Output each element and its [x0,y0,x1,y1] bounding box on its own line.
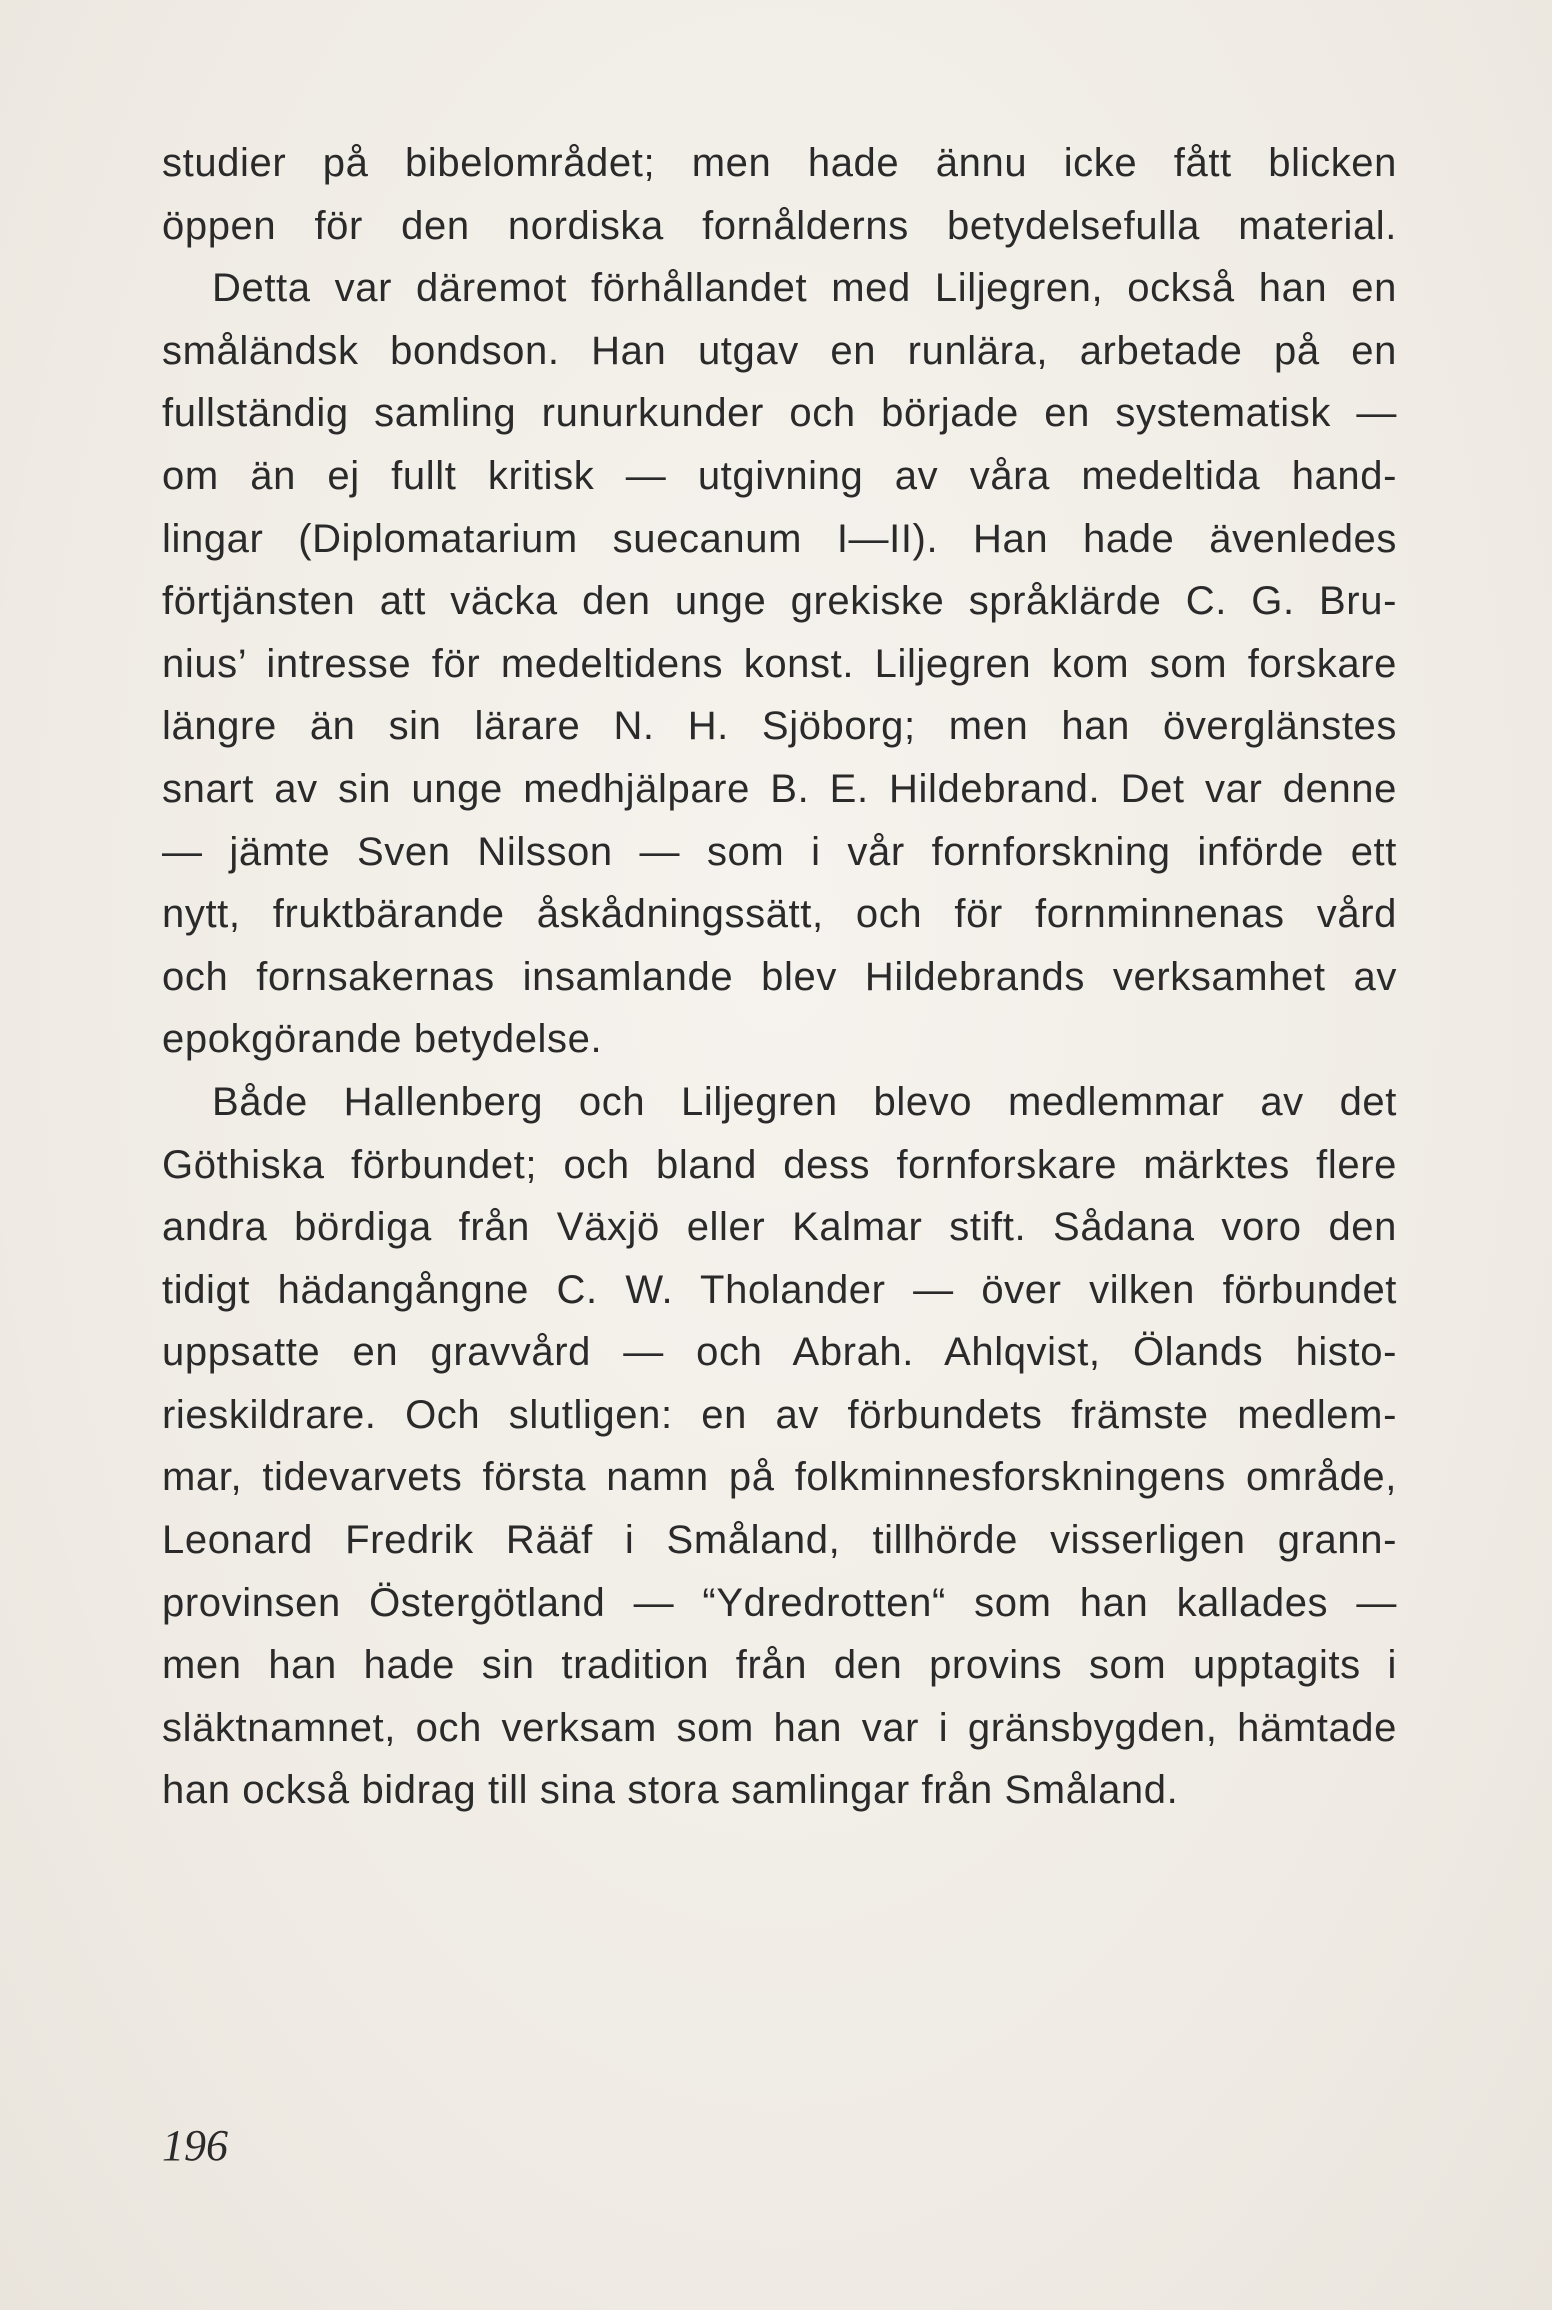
text-line: småländsk bondson. Han utgav en runlära, arbetade på en [162,328,1397,373]
text-line: mar, tidevarvets första namn på folkminnesforskningens område, [162,1455,1397,1500]
text-line: studier på bibelområdet; men hade ännu icke fått blicken [162,141,1397,185]
text-line: — jämte Sven Nilsson — som i vår fornforskning införde ett [162,829,1397,874]
text-line: om än ej fullt kritisk — utgivning av våra medeltida hand- [162,453,1397,498]
page-number: 196 [162,2121,228,2170]
text-line: nius’ intresse för medeltidens konst. Liljegren kom som forskare [162,641,1397,686]
text-line: längre än sin lärare N. H. Sjöborg; men han överglänstes [162,704,1397,749]
text-line: Göthiska förbundet; och bland dess fornforskare märktes flere [162,1142,1397,1187]
text-line: tidigt hädangångne C. W. Tholander — över vilken förbundet [162,1267,1397,1312]
text-line: Både Hallenberg och Liljegren blevo medlemmar av det [212,1079,1397,1124]
text-line: han också bidrag till sina stora samlingar från Småland. [162,1768,1179,1813]
text-line: släktnamnet, och verksam som han var i gränsbygden, hämtade [162,1705,1397,1750]
text-line: epokgörande betydelse. [162,1017,603,1062]
text-line: förtjänsten att väcka den unge grekiske språklärde C. G. Bru- [162,579,1397,624]
text-line: uppsatte en gravvård — och Abrah. Ahlqvist, Ölands histo- [162,1330,1397,1375]
text-line: lingar (Diplomatarium suecanum I—II). Han hade ävenledes [162,516,1397,561]
text-line: Leonard Fredrik Rääf i Småland, tillhörde visserligen grann- [162,1518,1397,1563]
text-line: och fornsakernas insamlande blev Hildebrands verksamhet av [162,954,1397,999]
text-line: andra bördiga från Växjö eller Kalmar stift. Sådana voro den [162,1205,1397,1250]
text-line: fullständig samling runurkunder och började en systematisk — [162,391,1397,436]
text-line: Detta var däremot förhållandet med Liljegren, också han en [212,266,1397,311]
text-line: snart av sin unge medhjälpare B. E. Hildebrand. Det var denne [162,766,1397,811]
text-line: provinsen Östergötland — “Ydredrotten“ som han kallades — [162,1580,1397,1625]
text-line: rieskildrare. Och slutligen: en av förbundets främste medlem- [162,1392,1397,1437]
body-text [162,132,1397,1822]
text-line: men han hade sin tradition från den provins som upptagits i [162,1643,1397,1688]
text-line: nytt, fruktbärande åskådningssätt, och för fornminnenas vård [162,892,1397,937]
text-line: öppen för den nordiska fornålderns betydelsefulla material. [162,203,1397,248]
